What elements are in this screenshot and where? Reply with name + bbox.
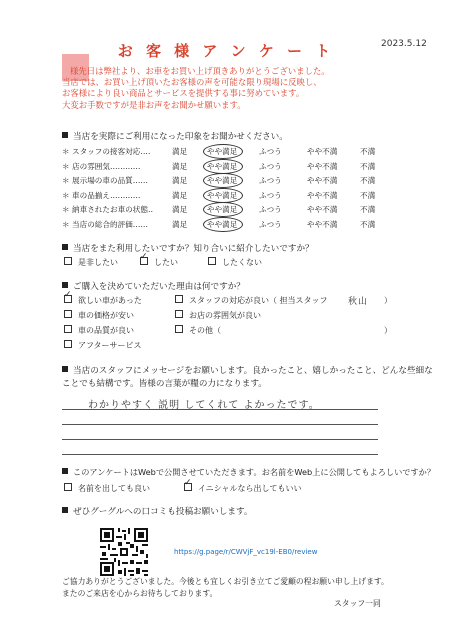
checkbox[interactable]	[175, 325, 183, 333]
question-4-cont: ことでも結構です。皆様の言葉が糧の力になります。	[62, 379, 267, 389]
rating-option[interactable]: ふつう	[259, 205, 282, 214]
rating-option[interactable]: やや満足	[207, 147, 238, 156]
checkbox[interactable]	[64, 483, 72, 491]
answer-line	[62, 439, 378, 440]
q2-option-no[interactable]: したくない	[208, 257, 262, 268]
checkbox[interactable]	[208, 257, 216, 265]
rating-option[interactable]: 満足	[172, 205, 188, 214]
selected-answer-circle	[203, 202, 243, 217]
rating-option[interactable]: やや満足	[207, 176, 238, 185]
rating-option[interactable]: やや不満	[307, 205, 338, 214]
answer-line	[62, 424, 378, 425]
rating-row	[62, 190, 392, 202]
rating-row	[62, 175, 392, 187]
square-bullet-icon	[62, 132, 68, 138]
intro-text	[62, 66, 330, 111]
rating-option[interactable]: やや不満	[307, 219, 338, 229]
rating-option[interactable]: 満足	[172, 190, 188, 200]
intro-line: 大変お手数ですが是非お声をお聞かせ願います。	[62, 99, 246, 110]
selected-answer-circle	[203, 159, 243, 174]
checkbox-checked[interactable]	[64, 295, 72, 303]
close-paren: ）	[384, 296, 392, 305]
q3-reason-low-price[interactable]: 車の価格が安い	[64, 310, 134, 321]
checkbox-checked[interactable]	[140, 257, 148, 265]
question-5: このアンケートはWebで公開させていただきます。お名前をWeb上に公開してもよろしいですか？	[62, 467, 435, 478]
staff-name-handwritten: 秋山	[348, 297, 369, 307]
rating-option[interactable]: 満足	[172, 176, 188, 185]
rating-option[interactable]: 不満	[360, 205, 376, 214]
close-paren-other: ）	[384, 326, 392, 335]
rating-option[interactable]: ふつう	[259, 219, 282, 229]
rating-option[interactable]: 不満	[360, 219, 376, 229]
q3-reason-good-quality[interactable]: 車の品質が良い	[64, 325, 134, 336]
rating-option[interactable]: 満足	[172, 147, 188, 156]
checkbox[interactable]	[64, 340, 72, 348]
rating-option[interactable]: 不満	[360, 176, 376, 185]
qr-code-icon[interactable]	[98, 526, 150, 578]
review-url-link[interactable]: https://g.page/r/CWVjF_vc19l-EB0/review	[174, 548, 318, 556]
rating-item-label: ＊ 納車されたお車の状態‥	[62, 205, 154, 214]
rating-option[interactable]: やや満足	[207, 190, 238, 200]
footer-sign: スタッフ一同	[334, 599, 381, 608]
checkbox-checked[interactable]	[184, 483, 192, 491]
rating-row	[62, 204, 392, 216]
selected-answer-circle	[203, 173, 243, 188]
intro-line: 当店では、お買い上げ頂いたお客様の声を可能な限り現場に反映し、	[62, 77, 322, 88]
q3-reason-atmosphere[interactable]: お店の雰囲気が良い	[175, 310, 261, 321]
rating-row	[62, 219, 392, 231]
rating-row	[62, 161, 392, 173]
rating-option[interactable]: ふつう	[259, 161, 282, 171]
intro-line: 様先日は弊社より、お車をお買い上げ頂きありがとうございました。	[70, 66, 330, 76]
question-6: ぜひグーグルへの口コミも投稿お願いします。	[62, 505, 253, 517]
q5-option-initials[interactable]: ✓ イニシャルなら出してもいい	[184, 483, 302, 494]
q3-reason-other[interactable]: その他（	[175, 325, 221, 336]
rating-option[interactable]: やや不満	[307, 161, 338, 171]
question-4: 当店のスタッフにメッセージをお願いします。良かったこと、嬉しかったこと、どんな些細な	[62, 364, 433, 376]
question-2: 当店をまた利用したいですか？知り合いに紹介したいですか？	[62, 242, 314, 254]
rating-option[interactable]: やや満足	[207, 219, 238, 229]
q5-option-full-name[interactable]: 名前を出しても良い	[64, 483, 150, 494]
rating-option[interactable]: やや満足	[207, 161, 238, 171]
answer-line	[62, 409, 378, 410]
rating-option[interactable]: ふつう	[259, 176, 282, 185]
rating-option[interactable]: 不満	[360, 147, 376, 156]
rating-option[interactable]: 不満	[360, 190, 376, 200]
checkbox[interactable]	[64, 310, 72, 318]
q2-option-yes[interactable]: ✓ したい	[140, 257, 178, 268]
checkbox[interactable]	[64, 325, 72, 333]
survey-date: 2023.5.12	[381, 39, 427, 49]
rating-item-label: ＊ スタッフの接客対応‥‥	[62, 147, 151, 156]
q3-reason-after-service[interactable]: アフターサービス	[64, 340, 141, 351]
question-1: 当店を実際にご利用になった印象をお聞かせください。	[62, 130, 288, 142]
q3-reason-wanted-car[interactable]: ✓欲しい車があった	[64, 295, 142, 306]
rating-item-label: ＊ 車の品揃え‥‥‥‥‥‥	[62, 190, 141, 200]
checkbox[interactable]	[175, 310, 183, 318]
square-bullet-icon	[62, 507, 68, 513]
rating-option[interactable]: 満足	[172, 161, 188, 171]
checkbox[interactable]	[175, 295, 183, 303]
answer-line	[62, 454, 378, 455]
square-bullet-icon	[62, 282, 68, 288]
selected-answer-circle	[203, 144, 243, 159]
footer-thanks: ご協力ありがとうございました。今後とも宜しくお引き立てご愛顧の程お願い申し上げます。	[62, 577, 389, 586]
rating-option[interactable]: やや満足	[207, 205, 238, 214]
intro-line: お客様により良い商品とサービスを提供する事に努めています。	[62, 88, 305, 99]
square-bullet-icon	[62, 366, 68, 372]
rating-option[interactable]: やや不満	[307, 147, 338, 156]
question-3: ご購入を決めていただいた理由は何ですか？	[62, 280, 245, 292]
rating-option[interactable]: 不満	[360, 161, 376, 171]
message-handwritten: わかりやすく 説明 してくれて よかったです。	[88, 400, 320, 411]
selected-answer-circle	[203, 188, 243, 203]
checkbox[interactable]	[64, 257, 72, 265]
selected-answer-circle	[203, 217, 243, 232]
rating-item-label: ＊ 展示場の車の品質‥‥‥	[62, 176, 148, 185]
square-bullet-icon	[62, 244, 68, 250]
rating-row	[62, 146, 392, 158]
rating-item-label: ＊ 当店の総合的評価‥‥‥	[62, 219, 148, 229]
rating-option[interactable]: 満足	[172, 219, 188, 229]
rating-option[interactable]: やや不満	[307, 190, 338, 200]
footer-visit: またのご来店を心からお待ちしております。	[62, 589, 218, 598]
survey-title: お 客 様 ア ン ケ ー ト	[117, 42, 335, 60]
q3-reason-staff[interactable]: スタッフの対応が良い（ 担当スタッフ	[175, 295, 328, 306]
rating-option[interactable]: やや不満	[307, 176, 338, 185]
square-bullet-icon	[62, 468, 68, 474]
q2-option-yes-definitely[interactable]: 是非したい	[64, 257, 118, 268]
rating-option[interactable]: ふつう	[259, 190, 282, 200]
rating-item-label: ＊ 店の雰囲気‥‥‥‥‥‥	[62, 161, 141, 171]
rating-option[interactable]: ふつう	[259, 147, 282, 156]
